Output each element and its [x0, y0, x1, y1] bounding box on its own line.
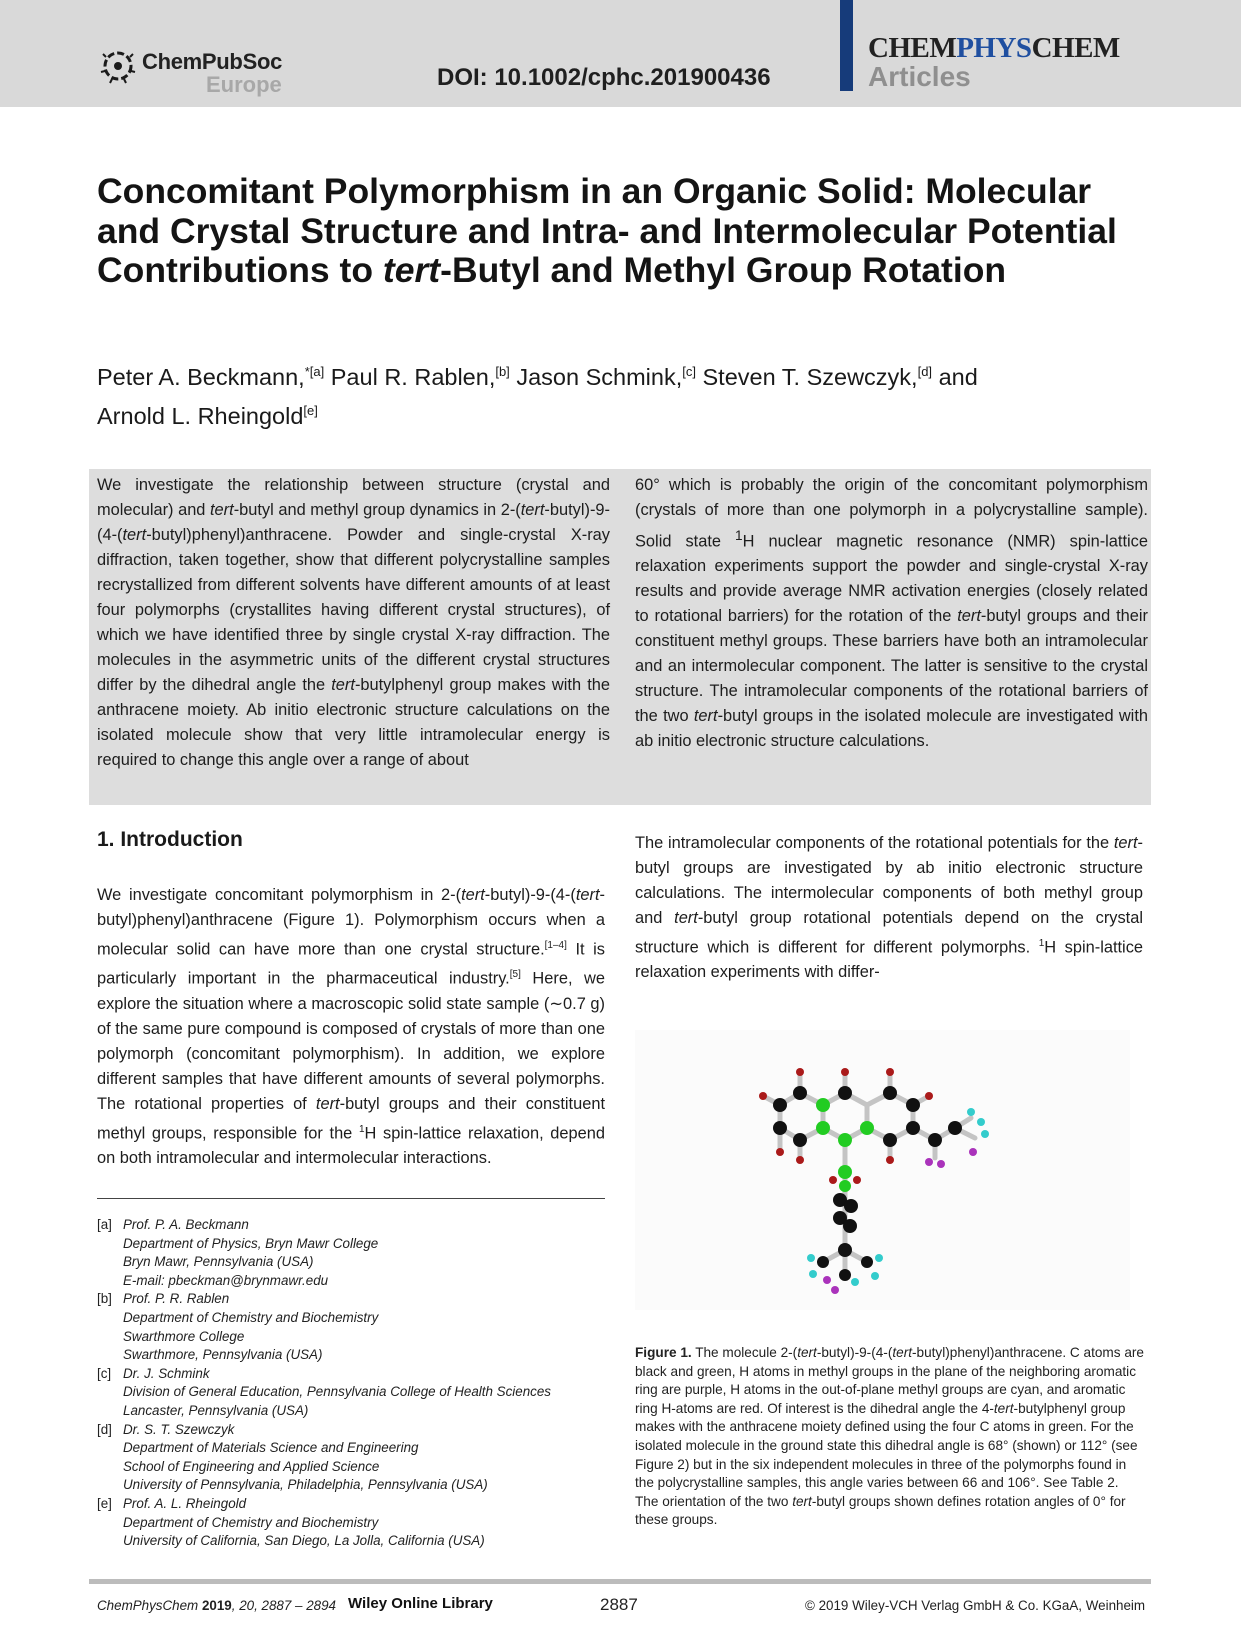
title-part2: -Butyl and Methyl Group Rotation	[440, 250, 1007, 290]
introduction-text-right: The intramolecular components of the rotational potentials for the tert-butyl groups are investigated by ab initio electronic structure calculations. The intermolecular components of both methyl group and tert-butyl group rotational potentials depend on the crystal structure which is different for different polymorphs. $^1$H spin-lattice relaxation experiments with differ-	[635, 834, 1144, 982]
author-affiliation-mark: [d]	[917, 364, 933, 379]
publisher-brand: ChemPubSoc	[142, 49, 283, 74]
footer-year: 2019	[201, 1598, 232, 1613]
footnote-line: Dr. S. T. Szewczyk	[123, 1421, 235, 1437]
figure-label: Figure 1.	[635, 1345, 692, 1360]
figure-caption-text: The molecule 2-(tert-butyl)-9-(4-(tert-butyl)phenyl)anthracene. C atoms are black and green, H atoms in methyl groups in the plane of the neighboring aromatic ring are purple, H atoms in the out-of-plane methyl groups are cyan, and aromatic ring H-atoms are red. Of interest is the dihedral angle the 4-tert-butylphenyl group makes with the anthracene moiety defined using the four C atoms in green. For the isolated molecule in the ground state this dihedral angle is 68° (shown) or 112° (see Figure 2) but in the six independent molecules in three of the polymorphs found in the polycrystalline samples, this angle varies between 66 and 106°. See Table 2. The orientation of the two tert-butyl groups shown defines rotation angles of 0° for these groups.	[635, 1345, 1144, 1528]
journal-name-part3: CHEM	[1031, 32, 1120, 64]
footnote-line: Swarthmore, Pennsylvania (USA)	[123, 1347, 323, 1363]
wiley-online-library-link[interactable]: Wiley Online Library	[348, 1595, 493, 1612]
author-affiliation-mark: *[a]	[304, 364, 325, 379]
author-name: Arnold L. Rheingold	[97, 402, 304, 429]
author-name: Peter A. Beckmann,	[97, 363, 305, 390]
journal-section: Articles	[868, 61, 971, 92]
footnote-label: [c]	[97, 1365, 112, 1381]
footnote-line: Prof. P. R. Rablen	[123, 1291, 230, 1307]
publisher-emblem-icon	[98, 46, 138, 86]
footnote-line: Department of Materials Science and Engineering	[123, 1440, 419, 1456]
footnote-label: [d]	[97, 1421, 112, 1437]
footnote-label: [b]	[97, 1291, 112, 1307]
author-conjunction: and	[938, 363, 978, 390]
author-affiliation-mark: [e]	[303, 402, 318, 418]
footnote-line: Lancaster, Pennsylvania (USA)	[123, 1402, 309, 1418]
footnote	[97, 1365, 617, 1421]
journal-accent-bar	[840, 0, 853, 91]
publisher-region: Europe	[206, 72, 282, 97]
title-part1: Concomitant Polymorphism in an Organic Solid: Molecular and Crystal Structure and Intra- and Intermolecular Potential Contributions to	[97, 171, 1117, 290]
footnote-line: Prof. A. L. Rheingold	[123, 1495, 247, 1511]
abstract-text-right: 60° which is probably the origin of the concomitant polymorphism (crystals of more than one polymorph in a polycrystalline sample). Solid state $^1$H nuclear magnetic resonance (NMR) spin-lattice relaxation experiments support the powder and single-crystal X-ray results and provide average NMR activation energies (closely related to rotational barriers) for the rotation of the tert-butyl groups and their constituent methyl groups. These barriers have both an intramolecular and an intermolecular component. The latter is sensitive to the crystal structure. The intramolecular components of the rotational barriers of the two tert-butyl groups in the isolated molecule are investigated with ab initio electronic structure calculations.	[635, 476, 1148, 751]
molecule-model-icon	[635, 1030, 1130, 1310]
title-italic: tert	[382, 250, 441, 290]
page-header	[0, 0, 1241, 107]
chempubsoc-logo	[98, 44, 298, 100]
footnote-line: Division of General Education, Pennsylvania College of Health Sciences	[123, 1384, 551, 1400]
footnote-line: University of Pennsylvania, Philadelphia, Pennsylvania (USA)	[123, 1477, 488, 1493]
author-affiliation-mark: [c]	[682, 364, 696, 379]
footnote-line: Department of Chemistry and Biochemistry	[123, 1514, 379, 1530]
footer-journal: ChemPhysChem	[97, 1598, 199, 1613]
author-affiliation-mark: [b]	[495, 364, 510, 379]
footnote-line: Dr. J. Schmink	[123, 1365, 210, 1381]
page-number: 2887	[600, 1595, 638, 1614]
abstract-text-left: We investigate the relationship between structure (crystal and molecular) and tert-butyl and methyl group dynamics in 2-(tert-butyl)-9-(4-(tert-butyl)phenyl)anthracene. Powder and single-crystal X-ray diffraction, taken together, show that different polycrystalline samples recrystallized from different solvents have different amounts of at least four polymorphs (crystallites having different crystal structures), of which we have identified three by single crystal X-ray diffraction. The molecules in the asymmetric units of the different crystal structures differ by the dihedral angle the tert-butylphenyl group makes with the anthracene moiety. Ab initio electronic structure calculations on the isolated molecule show that very little intramolecular energy is required to change this angle over a range of about	[97, 476, 610, 769]
footnote-email[interactable]: E-mail: pbeckman@brynmawr.edu	[123, 1272, 329, 1288]
footer-volume-pages: , 20, 2887 – 2894	[231, 1598, 336, 1613]
affiliation-footnotes	[97, 1216, 617, 1551]
author-name: Steven T. Szewczyk,	[702, 363, 918, 390]
footnote-label: [a]	[97, 1217, 112, 1232]
article-doi[interactable]: DOI: 10.1002/cphc.201900436	[437, 64, 771, 91]
copyright-notice: © 2019 Wiley-VCH Verlag GmbH & Co. KGaA, Weinheim	[805, 1598, 1146, 1613]
footnote-line: School of Engineering and Applied Science	[123, 1458, 380, 1474]
footnote	[97, 1495, 617, 1551]
footnote-line: University of California, San Diego, La Jolla, California (USA)	[123, 1533, 485, 1549]
footnote	[97, 1421, 617, 1495]
footnote-line: Department of Physics, Bryn Mawr College	[123, 1235, 379, 1251]
footnote-line: Prof. P. A. Beckmann	[123, 1217, 249, 1232]
introduction-text-left: We investigate concomitant polymorphism in 2-(tert-butyl)-9-(4-(tert-butyl)phenyl)anthracene (Figure 1). Polymorphism occurs when a molecular solid can have more than one crystal structure.[1–4] It is particularly important in the pharmaceutical industry.[5] Here, we explore the situation where a macroscopic solid state sample (∼0.7 g) of the same pure compound is composed of crystals of more than one polymorph (concomitant polymorphism). In addition, we explore different samples that have different amounts of several polymorphs. The rotational properties of tert-butyl groups and their constituent methyl groups, responsible for the $^1$H spin-lattice relaxation, depend on both intramolecular and intermolecular interactions.	[97, 886, 606, 1168]
figure-1-molecule-image	[635, 1030, 1130, 1310]
footnote-label: [e]	[97, 1495, 112, 1511]
journal-name-part1: CHEM	[868, 32, 957, 64]
figure-1-caption	[635, 1344, 1145, 1530]
footnote-line: Department of Chemistry and Biochemistry	[123, 1309, 379, 1325]
journal-name-part2: PHYS	[956, 32, 1032, 64]
footer-rule	[89, 1579, 1151, 1584]
article-title	[97, 172, 1157, 291]
section-heading-introduction: 1. Introduction	[97, 828, 243, 851]
author-name: Paul R. Rablen,	[330, 363, 496, 390]
footnote-divider	[97, 1198, 605, 1199]
footnote-line: Bryn Mawr, Pennsylvania (USA)	[123, 1254, 314, 1270]
author-name: Jason Schmink,	[516, 363, 683, 390]
footnote-line: Swarthmore College	[123, 1328, 245, 1344]
author-list	[97, 355, 1157, 433]
footnote	[97, 1216, 617, 1290]
footer-citation	[97, 1598, 336, 1613]
footnote	[97, 1290, 617, 1364]
